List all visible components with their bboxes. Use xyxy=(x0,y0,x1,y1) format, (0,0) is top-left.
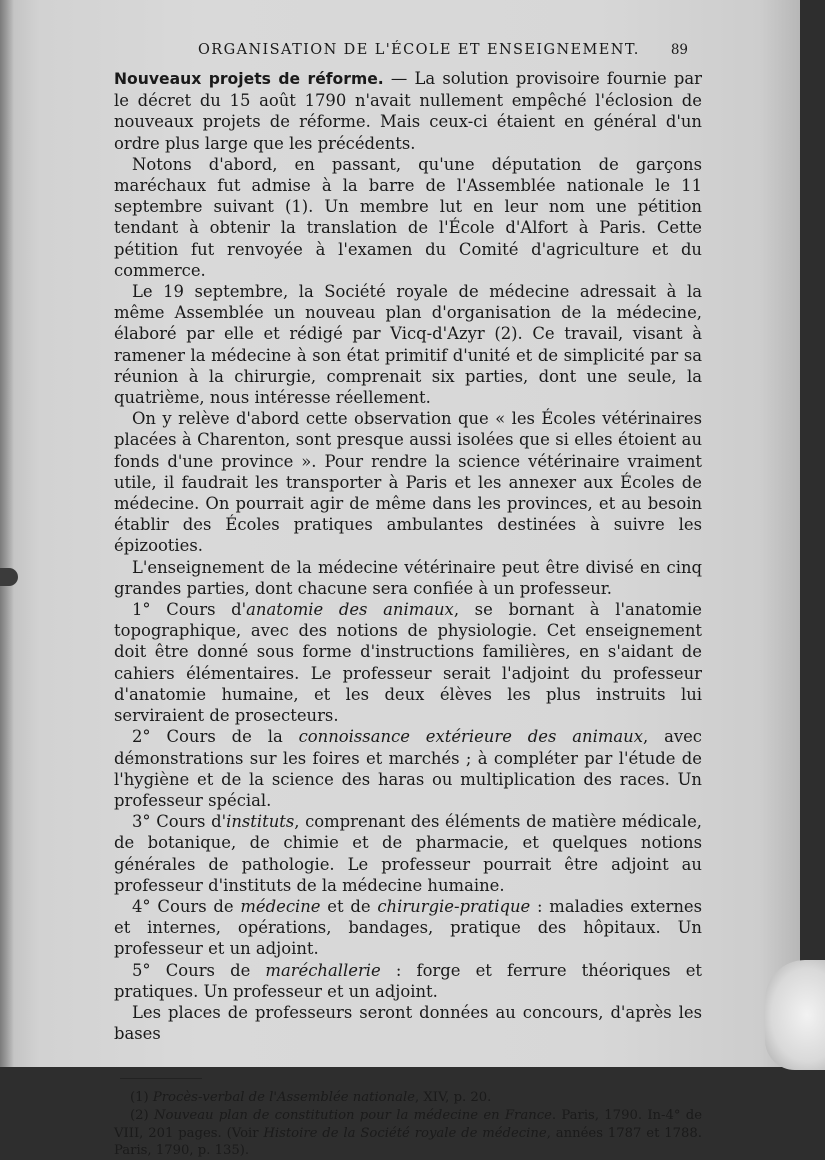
footnote-number: (1) xyxy=(130,1090,153,1106)
item-text: et de xyxy=(320,896,378,916)
item-prefix: 5° Cours de xyxy=(132,960,266,980)
text-block xyxy=(114,42,702,1160)
footnote-title: Nouveau plan de constitution pour la médecine en France xyxy=(153,1107,552,1123)
footnote-1 xyxy=(114,1089,702,1107)
footnote-rule xyxy=(120,1078,202,1079)
item-prefix: 4° Cours de xyxy=(132,896,241,916)
paragraph-5 xyxy=(114,557,702,599)
paragraph-text: On y relève d'abord cette observation que « les Écoles vétérinaires placées à Charenton, sont presque aussi isolées que si elles étoient au fonds d'une province ». Pour rendre la science vétérinaire vraiment utile, il faudrait les transporter à Paris et les annexer aux Écoles de médecine. On pourrait agir de même dans les provinces, et au besoin établir des Écoles pratiques ambulantes destinées à suivre les épizooties. xyxy=(114,409,702,556)
item-emphasis: médecine xyxy=(240,896,321,916)
running-head xyxy=(114,42,702,64)
item-text: , comprenant des éléments de matière médicale, de botanique, de chimie et de pharmacie, et quelques notions générales de pathologie. Le professeur pourrait être adjoint au professeur d'instituts de la médecine humaine. xyxy=(114,812,702,895)
footnote-text-2: , années 1787 et 1788. Paris, 1790, p. 135). xyxy=(114,1125,702,1159)
item-text: , avec démonstrations sur les foires et marchés ; à compléter par l'étude de l'hygiène et de la science des haras ou multiplication des races. Un professeur spécial. xyxy=(114,727,702,810)
footnote-number: (2) xyxy=(130,1107,154,1123)
item-emphasis: instituts xyxy=(226,812,295,832)
item-emphasis: anatomie des animaux xyxy=(246,600,454,620)
footnote-text: . Paris, 1790. In-4° de VIII, 201 pages. (Voir xyxy=(114,1107,702,1141)
item-emphasis: maréchallerie xyxy=(265,960,381,980)
item-prefix: 1° Cours d' xyxy=(132,600,247,620)
paragraph-4 xyxy=(114,408,702,556)
paragraph-text: Notons d'abord, en passant, qu'une députation de garçons maréchaux fut admise à la barre de l'Assemblée nationale le 11 septembre suivant (1). Un membre lut en leur nom une pétition tendant à obtenir la translation de l'École d'Alfort à Paris. Cette pétition fut renvoyée à l'examen du Comité d'agriculture et du commerce. xyxy=(114,154,702,280)
binding-shadow xyxy=(0,0,14,1067)
footnote-title-2: Histoire de la Société royale de médecine xyxy=(263,1125,547,1141)
paragraph-3 xyxy=(114,281,702,408)
item-text: , se bornant à l'anatomie topographique, avec des notions de physiologie. Cet enseignement doit être donné sous forme d'instructions familières, en s'aidant de cahiers élémentaires. Le professeur serait l'adjoint du professeur d'anatomie humaine, et les deux élèves les plus instruits lui serviraient de prosecteurs. xyxy=(114,600,702,726)
paragraph-text: L'enseignement de la médecine vétérinaire peut être divisé en cinq grandes parties, dont chacune sera confiée à un professeur. xyxy=(114,557,702,598)
course-item-1 xyxy=(114,599,702,726)
paragraph-text: Le 19 septembre, la Société royale de médecine adressait à la même Assemblée un nouveau plan d'organisation de la médecine, élaboré par elle et rédigé par Vicq-d'Azyr (2). Ce travail, visant à ramener la médecine à son état primitif d'unité et de simplicité par sa réunion à la chirurgie, comprenait six parties, dont une seule, la quatrième, nous intéresse réellement. xyxy=(114,282,702,408)
section-heading: Nouveaux projets de réforme. xyxy=(114,70,384,88)
footnote-text: , XIV, p. 20. xyxy=(414,1090,492,1106)
page-number: 89 xyxy=(670,42,688,58)
item-text: : forge et ferrure théoriques et pratiques. Un professeur et un adjoint. xyxy=(114,960,702,1001)
item-text-2: : maladies externes et internes, opérations, bandages, pratique des hôpitaux. Un professeur et un adjoint. xyxy=(114,896,703,959)
paragraph-1 xyxy=(114,68,702,154)
footnote-title: Procès-verbal de l'Assemblée nationale xyxy=(152,1090,415,1106)
running-title: ORGANISATION DE L'ÉCOLE ET ENSEIGNEMENT. xyxy=(198,42,640,58)
paragraph-last xyxy=(114,1002,702,1044)
thumb-shadow xyxy=(765,960,825,1070)
course-item-2 xyxy=(114,726,702,811)
paragraph-text: — La solution provisoire fournie par le décret du 15 août 1790 n'avait nullement empêché l'éclosion de nouveaux projets de réforme. Mais ceux-ci étaient en général d'un ordre plus large que les précédents. xyxy=(114,69,702,153)
item-prefix: 2° Cours de la xyxy=(132,727,299,747)
course-item-5 xyxy=(114,960,702,1002)
item-emphasis: connoissance extérieure des animaux xyxy=(298,727,643,747)
page-notch xyxy=(0,568,18,586)
footnote-2 xyxy=(114,1107,702,1160)
paragraph-2 xyxy=(114,154,702,281)
course-item-4 xyxy=(114,896,702,960)
paragraph-text: Les places de professeurs seront données au concours, d'après les bases xyxy=(114,1002,702,1044)
course-item-3 xyxy=(114,811,702,896)
item-prefix: 3° Cours d' xyxy=(132,812,227,832)
item-emphasis-2: chirurgie-pratique xyxy=(377,896,531,916)
